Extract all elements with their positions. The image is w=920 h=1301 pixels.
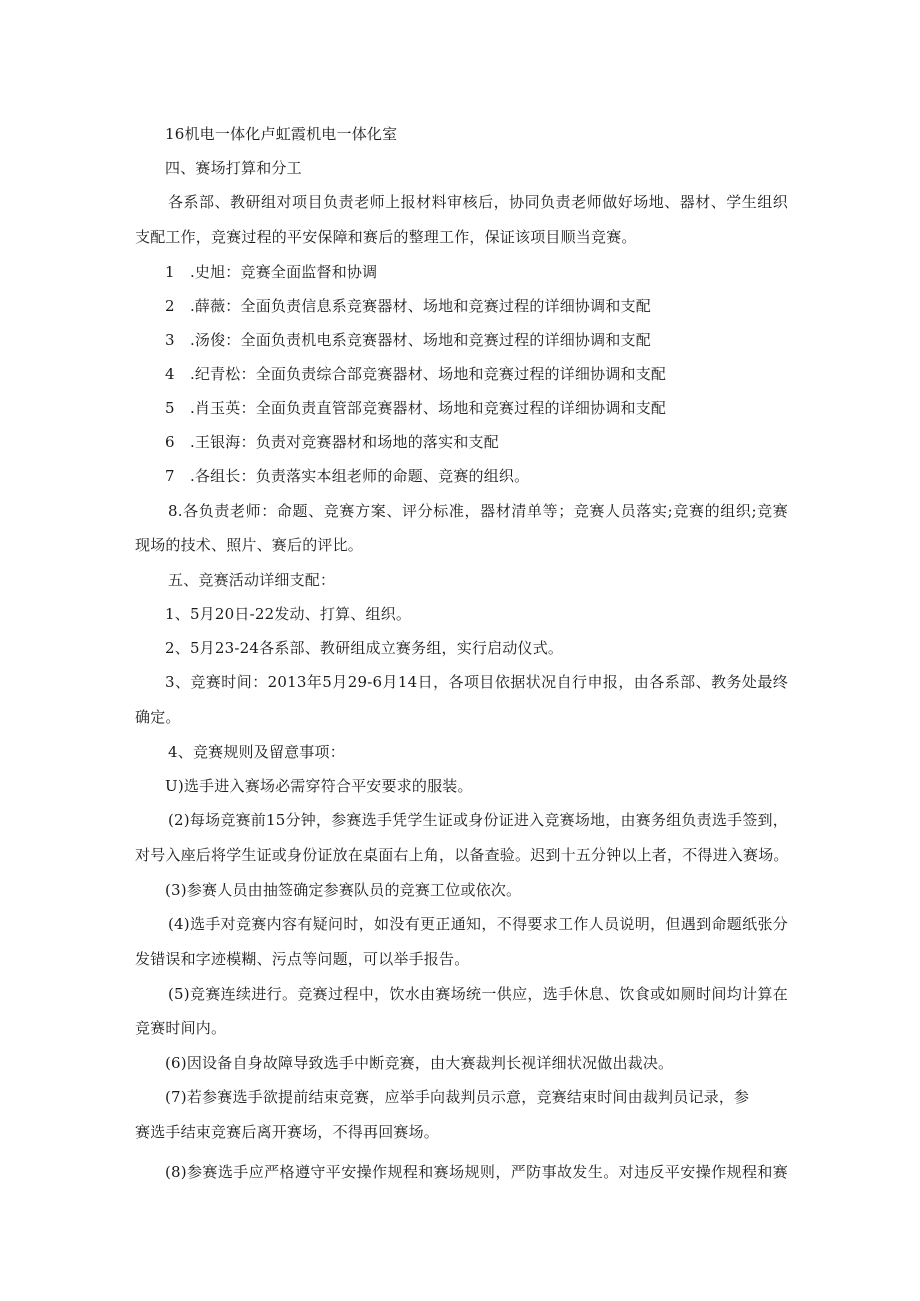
rule-7-line-2: 赛选手结束竞赛后离开赛场，不得再回赛场。 bbox=[135, 1123, 440, 1141]
rule-1: U)选手进入赛场必需穿符合平安要求的服装。 bbox=[165, 777, 473, 795]
schedule-item-1: 1、5月20日-22发动、打算、组织。 bbox=[165, 605, 412, 623]
schedule-item-2: 2、5月23-24各系部、教研组成立赛务组，实行启动仪式。 bbox=[165, 639, 564, 657]
list-item-5: 5 .肖玉英：全面负责直管部竞赛器材、场地和竞赛过程的详细协调和支配 bbox=[165, 399, 667, 417]
list-item-1: 1 .史旭：竞赛全面监督和协调 bbox=[165, 263, 378, 281]
list-item-7: 7 .各组长：负责落实本组老师的命题、竞赛的组织。 bbox=[165, 467, 530, 485]
schedule-item-3-line-2: 确定。 bbox=[135, 708, 181, 726]
list-item-2: 2 .薛薇：全面负责信息系竞赛器材、场地和竞赛过程的详细协调和支配 bbox=[165, 297, 651, 315]
rule-4-line-1: (4)选手对竞赛内容有疑问时，如没有更正通知，不得要求工作人员说明，但遇到命题纸张分 bbox=[168, 915, 788, 933]
section-4-intro-line-1: 各系部、教研组对项目负责老师上报材料审核后，协同负责老师做好场地、器材、学生组织 bbox=[168, 193, 788, 211]
list-item-8-line-2: 现场的技术、照片、赛后的评比。 bbox=[135, 536, 364, 554]
rule-4-line-2: 发错误和字迹模糊、污点等问题，可以举手报告。 bbox=[135, 950, 470, 968]
schedule-item-4: 4、竞赛规则及留意事项： bbox=[168, 743, 345, 761]
line-16-staff: 16机电一体化卢虹霞机电一体化室 bbox=[165, 125, 398, 143]
section-4-title: 四、赛场打算和分工 bbox=[165, 159, 302, 177]
schedule-item-3-line-1: 3、竞赛时间：2013年5月29-6月14日，各项目依据状况自行申报，由各系部、教务处最终 bbox=[165, 673, 788, 691]
rule-5-line-2: 竞赛时间内。 bbox=[135, 1019, 227, 1037]
rule-3: (3)参赛人员由抽签确定参赛队员的竞赛工位或依次。 bbox=[165, 881, 522, 899]
list-item-6: 6 .王银海：负责对竞赛器材和场地的落实和支配 bbox=[165, 433, 499, 451]
rule-7-line-1: (7)若参赛选手欲提前结束竞赛，应举手向裁判员示意，竞赛结束时间由裁判员记录，参 bbox=[165, 1088, 750, 1106]
rule-8-line-1: (8)参赛选手应严格遵守平安操作规程和赛场规则，严防事故发生。对违反平安操作规程和赛 bbox=[165, 1163, 788, 1181]
rule-2-line-1: (2)每场竞赛前15分钟，参赛选手凭学生证或身份证进入竞赛场地，由赛务组负责选手签到， bbox=[168, 811, 788, 829]
rule-6: (6)因设备自身故障导致选手中断竞赛，由大赛裁判长视详细状况做出裁决。 bbox=[165, 1054, 674, 1072]
list-item-8-line-1: 8.各负责老师：命题、竞赛方案、评分标准，器材清单等；竞赛人员落实;竞赛的组织;竞赛 bbox=[168, 502, 788, 520]
list-item-4: 4 .纪青松：全面负责综合部竞赛器材、场地和竞赛过程的详细协调和支配 bbox=[165, 365, 667, 383]
rule-5-line-1: (5)竞赛连续进行。竞赛过程中，饮水由赛场统一供应，选手休息、饮食或如厕时间均计算在 bbox=[168, 985, 788, 1003]
rule-2-line-2: 对号入座后将学生证或身份证放在桌面右上角，以备查验。迟到十五分钟以上者，不得进入赛场。 bbox=[135, 846, 789, 864]
section-4-intro-line-2: 支配工作，竞赛过程的平安保障和赛后的整理工作，保证该项目顺当竞赛。 bbox=[135, 228, 637, 246]
section-5-title: 五、竞赛活动详细支配： bbox=[168, 571, 336, 589]
list-item-3: 3 .汤俊：全面负责机电系竞赛器材、场地和竞赛过程的详细协调和支配 bbox=[165, 331, 651, 349]
